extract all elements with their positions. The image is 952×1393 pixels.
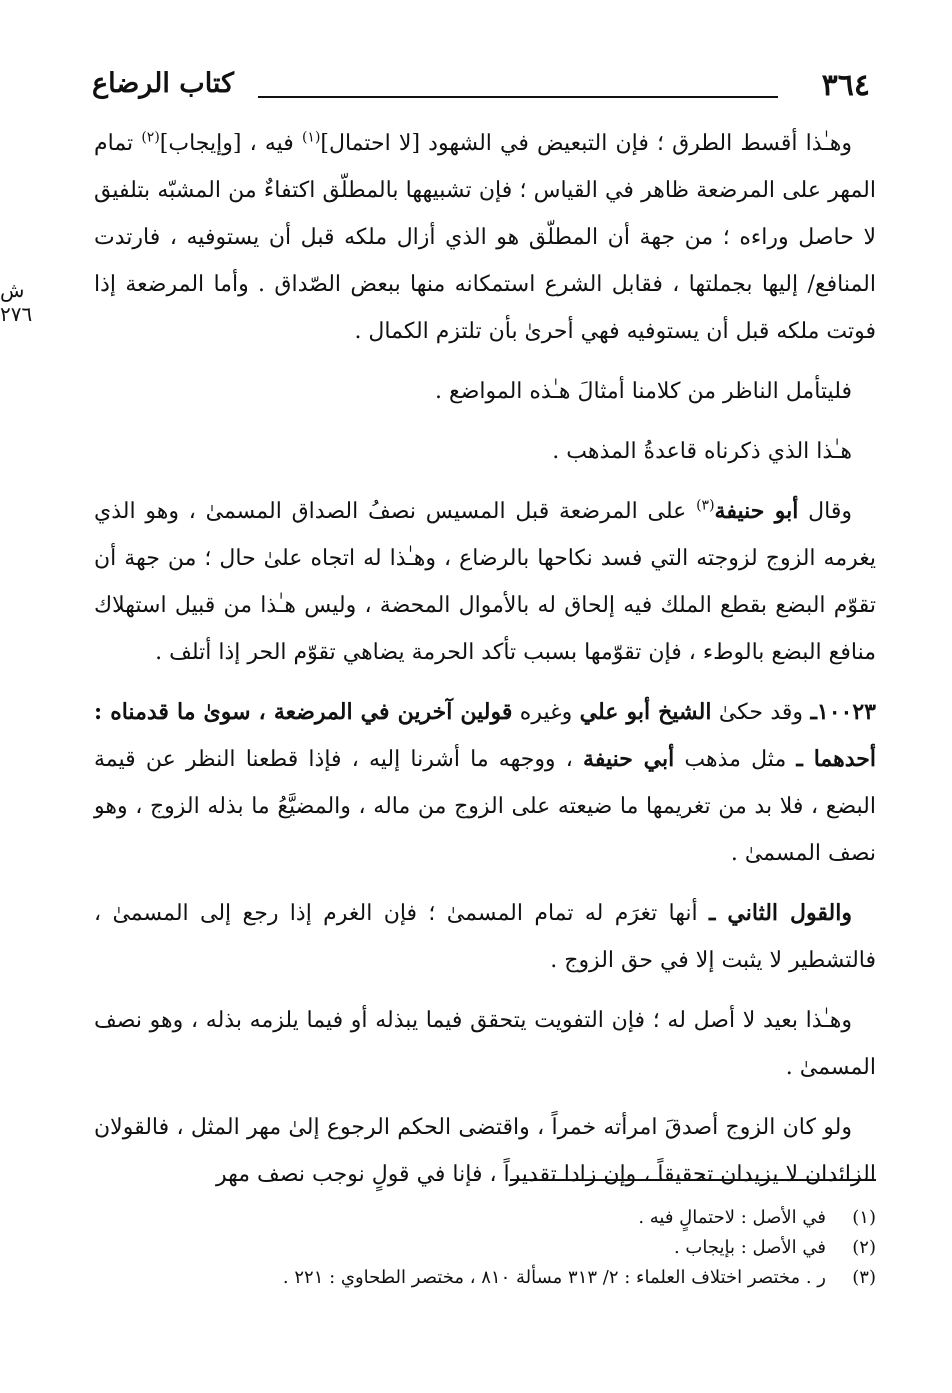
numbered-paragraph: ١٠٠٢٣ـ وقد حكىٰ الشيخ أبو علي وغيره قولين آخرين في المرضعة ، سوىٰ ما قدمناه : أحدهما ـ مثل مذهب أبي حنيفة ، ووجهه ما أشرنا إليه ، فإذا قطعنا النظر عن قيمة البضع ، فلا بد من تغريمها ما ضيعته على الزوج من ماله ، والمضيَّعُ ما بذله الزوج ، وهو نصف المسمىٰ . [94, 699, 876, 866]
main-text [94, 120, 876, 1211]
footnote-ref: (٢) [141, 129, 160, 146]
paragraph: وهـٰذا أقسط الطرق ؛ فإن التبعيض في الشهود [لا احتمال]$^{(١)}$ فيه ، [وإيجاب]$^{(٢)}$ تمام المهر على المرضعة ظاهر في القياس ؛ فإن تشبيهها بالمطلّق اكتفاءٌ من المشبّه بتلفيق لا حاصل وراءه ؛ من جهة أن المطلّق هو الذي أزال ملكه قبل أن يستوفيه ، فارتدت المنافع/ إليها بجملتها ، فقابل الشرع استمكانه منها ببعض الصّداق . وأما المرضعة إذا فوتت ملكه قبل أن يستوفيه فهي أحرىٰ بأن تلتزم الكمال . [94, 129, 876, 344]
paragraph: فليتأمل الناظر من كلامنا أمثالَ هـٰذه المواضع . [435, 379, 852, 404]
footnote-number: (٢) [852, 1237, 876, 1258]
issue-number: ١٠٠٢٣ـ [810, 699, 876, 725]
paragraph: ولو كان الزوج أصدقَ امرأته خمراً ، واقتضى الحكم الرجوع إلىٰ مهر المثل ، فالقولان الزائدان لا يزيدان تحقيقاً ، وإن زادا تقديراً ، فإنا في قولٍ نوجب نصف مهر [94, 1115, 876, 1187]
footnote-ref: (٣) [696, 497, 715, 514]
footnote-number: (٣) [852, 1267, 876, 1288]
footnote-text: في الأصل : بإيجاب . [673, 1237, 826, 1258]
paragraph: هـٰذا الذي ذكرناه قاعدةُ المذهب . [552, 439, 852, 464]
footnote [94, 1263, 876, 1293]
footnote [94, 1203, 876, 1233]
paragraph: والقول الثاني ـ أنها تغرَم له تمام المسمىٰ ؛ فإن الغرم إذا رجع إلى المسمىٰ ، فالتشطير لا يثبت إلا في حق الزوج . [94, 900, 876, 973]
footnote-ref: (١) [301, 129, 321, 146]
footnote-text: ر . مختصر اختلاف العلماء : ٢/ ٣١٣ مسألة ٨١٠ ، مختصر الطحاوي : ٢٢١ . [282, 1267, 826, 1288]
footnote-text: في الأصل : لاحتمالٍ فيه . [638, 1207, 826, 1228]
page-number: ٣٦٤ [821, 68, 870, 103]
person-name: أبو حنيفة [714, 498, 799, 524]
paragraph: وقال أبو حنيفة$^{(٣)}$ على المرضعة قبل المسيس نصفُ الصداق المسمىٰ ، وهو الذي يغرمه الزوج لزوجته التي فسد نكاحها بالرضاع ، وهـٰذا له اتجاه علىٰ حال ؛ من جهة أن تقوّم البضع بقطع الملك فيه إلحاق له بالأموال المحضة ، وليس هـٰذا من قبيل استهلاك منافع البضع بالوطء ، فإن تقوّمها بسبب تأكد الحرمة يضاهي تقوّم الحر إذا أتلف . [94, 497, 876, 665]
header-rule [258, 96, 778, 98]
running-title: كتاب الرضاع [92, 68, 234, 99]
paragraph: وهـٰذا بعيد لا أصل له ؛ فإن التفويت يتحقق فيما يبذله أو فيما يلزمه بذله ، وهو نصف المسمىٰ . [94, 1008, 876, 1080]
footnotes [94, 1203, 876, 1293]
footnote-number: (١) [852, 1207, 876, 1228]
margin-folio-note: ش ٢٧٦ [0, 278, 33, 326]
page-header [92, 62, 870, 112]
footnote [94, 1233, 876, 1263]
footnote-rule [510, 1179, 876, 1181]
